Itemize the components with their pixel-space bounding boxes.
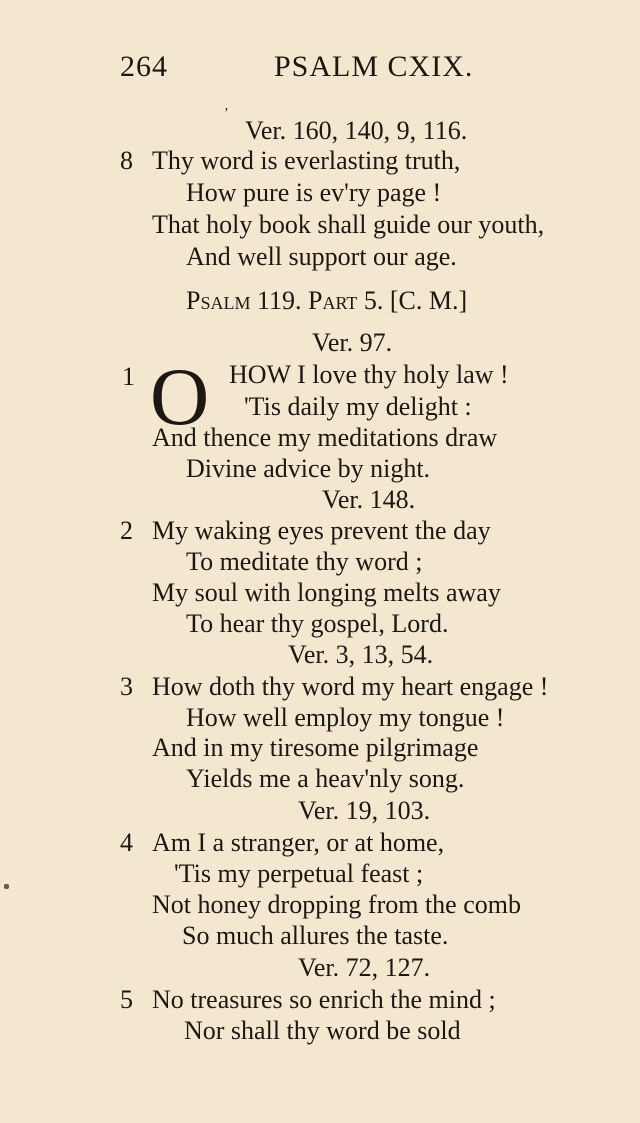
verse-number: 5 xyxy=(120,985,133,1014)
verse-line: No treasures so enrich the mind ; xyxy=(152,985,496,1014)
verse-line: Yields me a heav'nly song. xyxy=(186,764,465,793)
verse-line: Thy word is everlasting truth, xyxy=(152,146,461,175)
verse-line: How doth thy word my heart engage ! xyxy=(152,672,549,701)
verse-line: My soul with longing melts away xyxy=(152,578,501,607)
verse-line: To hear thy gospel, Lord. xyxy=(186,609,449,638)
verse-line: So much allures the taste. xyxy=(182,921,449,950)
running-title: PSALM CXIX. xyxy=(274,50,474,83)
verse-line: 'Tis daily my delight : xyxy=(244,392,472,421)
verse-line: And well support our age. xyxy=(186,242,457,271)
verse-line: To meditate thy word ; xyxy=(186,547,423,576)
edge-mark xyxy=(4,884,9,889)
verse-number: 2 xyxy=(120,516,133,545)
verse-ref: Ver. 72, 127. xyxy=(298,953,431,982)
verse-line: Divine advice by night. xyxy=(186,454,431,483)
page-number: 264 xyxy=(120,50,168,83)
verse-ref: Ver. 19, 103. xyxy=(298,796,431,825)
verse-number: 3 xyxy=(120,672,133,701)
verse-line: How well employ my tongue ! xyxy=(186,703,505,732)
verse-line: Nor shall thy word be sold xyxy=(184,1016,461,1045)
verse-line: And thence my meditations draw xyxy=(152,423,498,452)
psalm-heading: Psalm 119. Part 5. [C. M.] xyxy=(186,286,468,315)
verse-line: How pure is ev'ry page ! xyxy=(186,178,442,207)
verse-line: 'Tis my perpetual feast ; xyxy=(174,859,424,888)
drop-cap: O xyxy=(150,351,210,442)
verse-ref: Ver. 97. xyxy=(312,328,393,357)
verse-number: 1 xyxy=(122,362,135,391)
verse-line: Am I a stranger, or at home, xyxy=(152,828,445,857)
verse-ref: Ver. 3, 13, 54. xyxy=(288,640,434,669)
verse-line: My waking eyes prevent the day xyxy=(152,516,491,545)
verse-number: 4 xyxy=(120,828,133,857)
verse-line: That holy book shall guide our youth, xyxy=(152,210,545,239)
verse-number: 8 xyxy=(120,146,133,175)
tick-mark: ʼ xyxy=(224,106,229,121)
verse-ref: Ver. 160, 140, 9, 116. xyxy=(245,116,468,145)
verse-line: Not honey dropping from the comb xyxy=(152,890,521,919)
verse-line: HOW I love thy holy law ! xyxy=(229,360,509,389)
verse-line: And in my tiresome pilgrimage xyxy=(152,733,479,762)
verse-ref: Ver. 148. xyxy=(322,485,416,514)
